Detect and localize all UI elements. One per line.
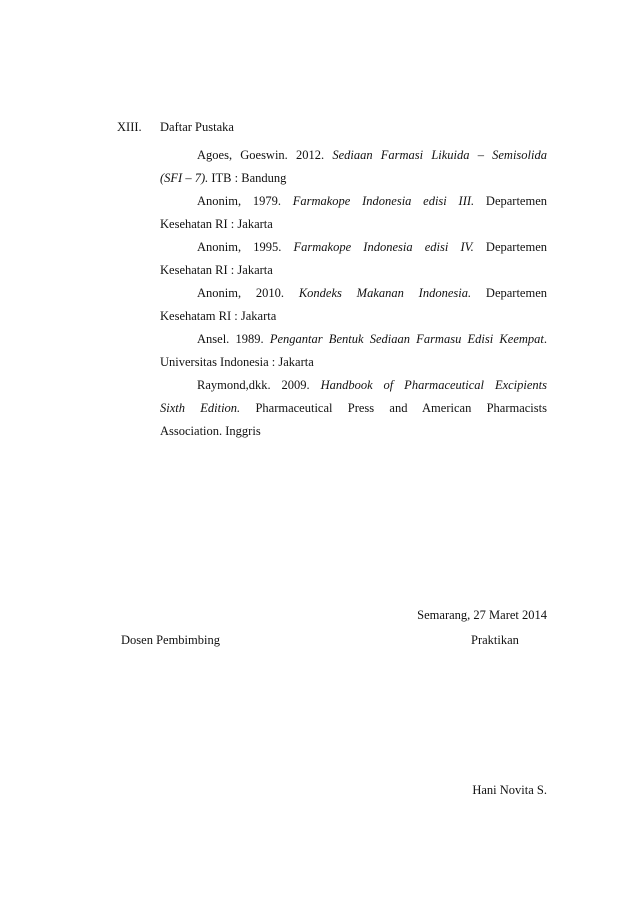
reference-publisher: Departemen bbox=[471, 286, 548, 300]
section-title: Daftar Pustaka bbox=[160, 120, 234, 134]
reference-lead: Raymond,dkk. 2009. bbox=[197, 378, 321, 392]
reference-continuation: Kesehatam RI : Jakarta bbox=[160, 309, 277, 323]
reference-lead: Anonim, 2010. bbox=[197, 286, 299, 300]
reference-first-line bbox=[160, 282, 547, 305]
reference-item bbox=[160, 190, 547, 236]
reference-continuation bbox=[160, 167, 547, 190]
reference-title: Kondeks Makanan Indonesia. bbox=[298, 286, 472, 300]
signature-student-role: Praktikan bbox=[471, 633, 519, 647]
reference-list bbox=[160, 144, 547, 443]
reference-lead: Agoes, Goeswin. 2012. bbox=[197, 148, 333, 162]
reference-publisher: Departemen bbox=[474, 194, 547, 208]
reference-publisher: Departemen bbox=[473, 240, 547, 254]
reference-item bbox=[160, 282, 547, 328]
reference-first-line bbox=[160, 236, 547, 259]
reference-item bbox=[160, 236, 547, 282]
reference-lead: Anonim, 1995. bbox=[197, 240, 294, 254]
signature-place-date: Semarang, 27 Maret 2014 bbox=[417, 608, 547, 622]
reference-first-line bbox=[160, 144, 547, 167]
reference-publisher: ITB : Bandung bbox=[208, 171, 287, 185]
reference-item bbox=[160, 374, 547, 443]
reference-first-line bbox=[160, 374, 547, 397]
reference-continuation: Kesehatan RI : Jakarta bbox=[160, 217, 273, 231]
section-number: XIII. bbox=[117, 120, 142, 134]
reference-title: Pengantar Bentuk Sediaan Farmasu Edisi Keempat bbox=[269, 332, 544, 346]
signature-student-name: Hani Novita S. bbox=[472, 783, 547, 797]
signature-lecturer-role: Dosen Pembimbing bbox=[121, 633, 220, 647]
reference-punctuation: . bbox=[543, 332, 547, 346]
reference-first-line bbox=[160, 190, 547, 213]
reference-title: Sediaan Farmasi Likuida – Semisolida bbox=[332, 148, 547, 162]
reference-title: Farmakope Indonesia edisi III. bbox=[292, 194, 475, 208]
reference-title: Handbook of Pharmaceutical Excipients bbox=[320, 378, 548, 392]
reference-continuation bbox=[160, 397, 547, 420]
reference-title-continuation: Sixth Edition. bbox=[160, 401, 241, 415]
reference-title-continuation: (SFI – 7). bbox=[160, 171, 209, 185]
reference-publisher: Pharmaceutical Press and American Pharmacists bbox=[240, 401, 547, 415]
reference-continuation-2: Association. Inggris bbox=[160, 424, 261, 438]
reference-first-line bbox=[160, 328, 547, 351]
reference-lead: Ansel. 1989. bbox=[197, 332, 270, 346]
reference-lead: Anonim, 1979. bbox=[197, 194, 293, 208]
reference-item bbox=[160, 144, 547, 190]
reference-item bbox=[160, 328, 547, 374]
reference-continuation: Universitas Indonesia : Jakarta bbox=[160, 355, 314, 369]
reference-continuation: Kesehatan RI : Jakarta bbox=[160, 263, 273, 277]
reference-title: Farmakope Indonesia edisi IV. bbox=[293, 240, 474, 254]
